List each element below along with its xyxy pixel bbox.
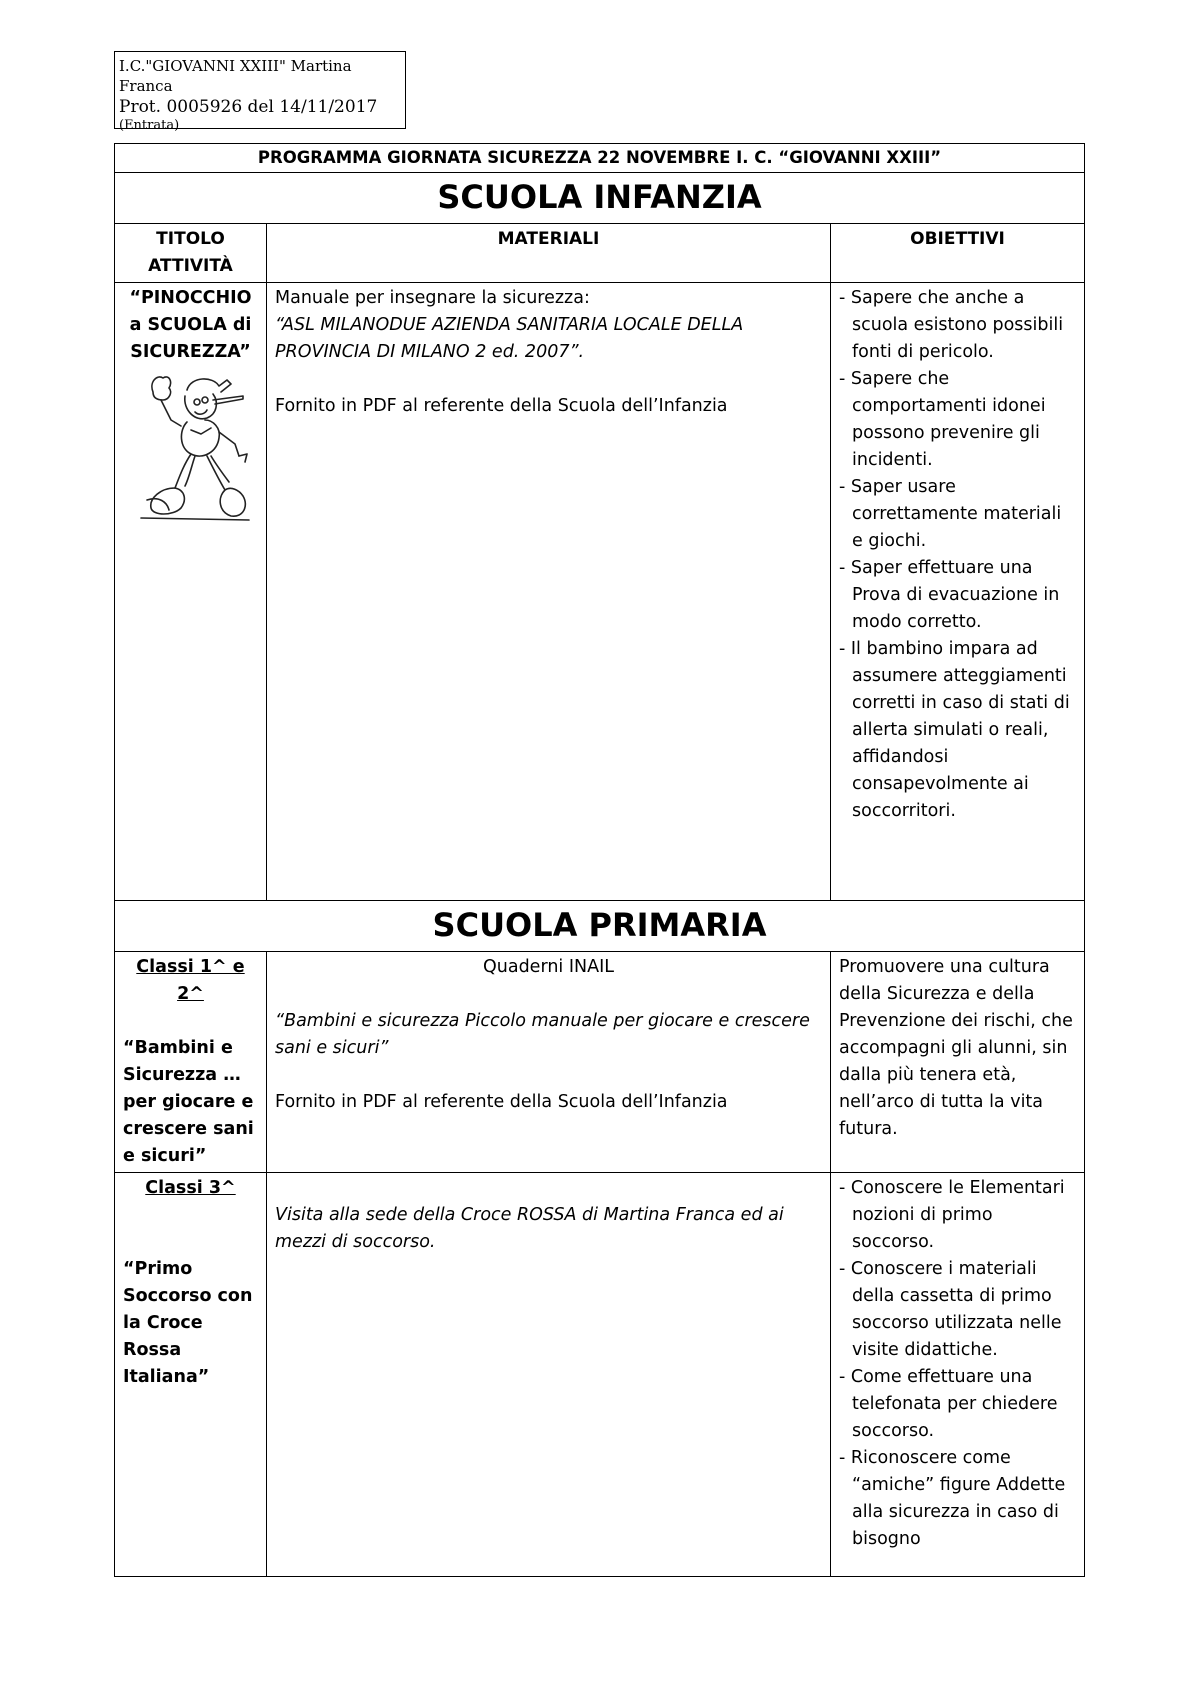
section-heading-infanzia: SCUOLA INFANZIA	[115, 173, 1085, 224]
objective-item: - Riconoscere come “amiche” figure Addette alla sicurezza in caso di bisogno	[839, 1448, 1066, 1549]
infanzia-materials-source: “ASL MILANODUE AZIENDA SANITARIA LOCALE DELLA PROVINCIA DI MILANO 2 ed. 2007”.	[275, 315, 744, 362]
infanzia-materials-intro: Manuale per insegnare la sicurezza:	[275, 288, 590, 308]
objective-item: - Conoscere le Elementari nozioni di primo soccorso.	[839, 1178, 1065, 1252]
objective-item: - Il bambino impara ad assumere atteggiamenti corretti in caso di stati di allerta simulati o reali, affidandosi consapevolmente ai soccorritori.	[839, 639, 1070, 821]
infanzia-objectives-cell	[831, 283, 1085, 901]
protocol-stamp	[114, 51, 406, 134]
stamp-protocol: Prot. 0005926 del 14/11/2017	[119, 97, 378, 117]
section-heading-primaria: SCUOLA PRIMARIA	[115, 901, 1085, 952]
program-table	[114, 143, 1085, 1577]
objective-item: - Conoscere i materiali della cassetta di primo soccorso utilizzata nelle visite didattiche.	[839, 1259, 1062, 1360]
stamp-school: I.C."GIOVANNI XXIII" Martina Franca	[119, 57, 352, 95]
objective-item: - Sapere che comportamenti idonei possono prevenire gli incidenti.	[839, 369, 1046, 470]
column-header-materiali: MATERIALI	[267, 224, 831, 283]
primaria-3-materials: Visita alla sede della Croce ROSSA di Martina Franca ed ai mezzi di soccorso.	[275, 1205, 784, 1252]
primaria-3-title: “Primo Soccorso con la Croce Rossa Italiana”	[123, 1259, 253, 1387]
primaria-12-materials-quote: “Bambini e sicurezza Piccolo manuale per giocare e crescere sani e sicuri”	[275, 1011, 810, 1058]
infanzia-activity-title: “PINOCCHIO a SCUOLA di SICUREZZA”	[129, 288, 252, 362]
objective-item: - Sapere che anche a scuola esistono possibili fonti di pericolo.	[839, 288, 1064, 362]
infanzia-activity-cell	[115, 283, 267, 901]
primaria-3-activity-cell	[115, 1173, 267, 1577]
objective-item: - Come effettuare una telefonata per chiedere soccorso.	[839, 1367, 1058, 1441]
infanzia-materials-note: Fornito in PDF al referente della Scuola dell’Infanzia	[275, 396, 728, 416]
primaria-3-materials-cell	[267, 1173, 831, 1577]
column-header-titolo: TITOLO ATTIVITÀ	[115, 224, 267, 283]
primaria-3-objectives-cell	[831, 1173, 1085, 1577]
objective-item: - Saper effettuare una Prova di evacuazione in modo corretto.	[839, 558, 1060, 632]
primaria-12-materials-note: Fornito in PDF al referente della Scuola dell’Infanzia	[275, 1092, 728, 1112]
primaria-3-classes: Classi 3^	[145, 1178, 236, 1198]
document-title: PROGRAMMA GIORNATA SICUREZZA 22 NOVEMBRE I. C. “GIOVANNI XXIII”	[115, 144, 1085, 173]
stamp-direction: (Entrata)	[119, 118, 180, 134]
primaria-12-activity-cell	[115, 952, 267, 1173]
column-header-obiettivi: OBIETTIVI	[831, 224, 1085, 283]
objective-item: - Saper usare correttamente materiali e giochi.	[839, 477, 1062, 551]
primaria-12-materials-cell	[267, 952, 831, 1173]
primaria-12-materials-head: Quaderni INAIL	[482, 957, 614, 977]
infanzia-materials-cell	[267, 283, 831, 901]
pinocchio-illustration	[139, 370, 251, 522]
primaria-12-objectives-cell: Promuovere una cultura della Sicurezza e della Prevenzione dei rischi, che accompagni gli alunni, sin dalla più tenera età, nell’arco di tutta la vita futura.	[831, 952, 1085, 1173]
primaria-12-title: “Bambini e Sicurezza … per giocare e crescere sani e sicuri”	[123, 1038, 254, 1166]
primaria-12-classes: Classi 1^ e 2^	[136, 957, 245, 1004]
